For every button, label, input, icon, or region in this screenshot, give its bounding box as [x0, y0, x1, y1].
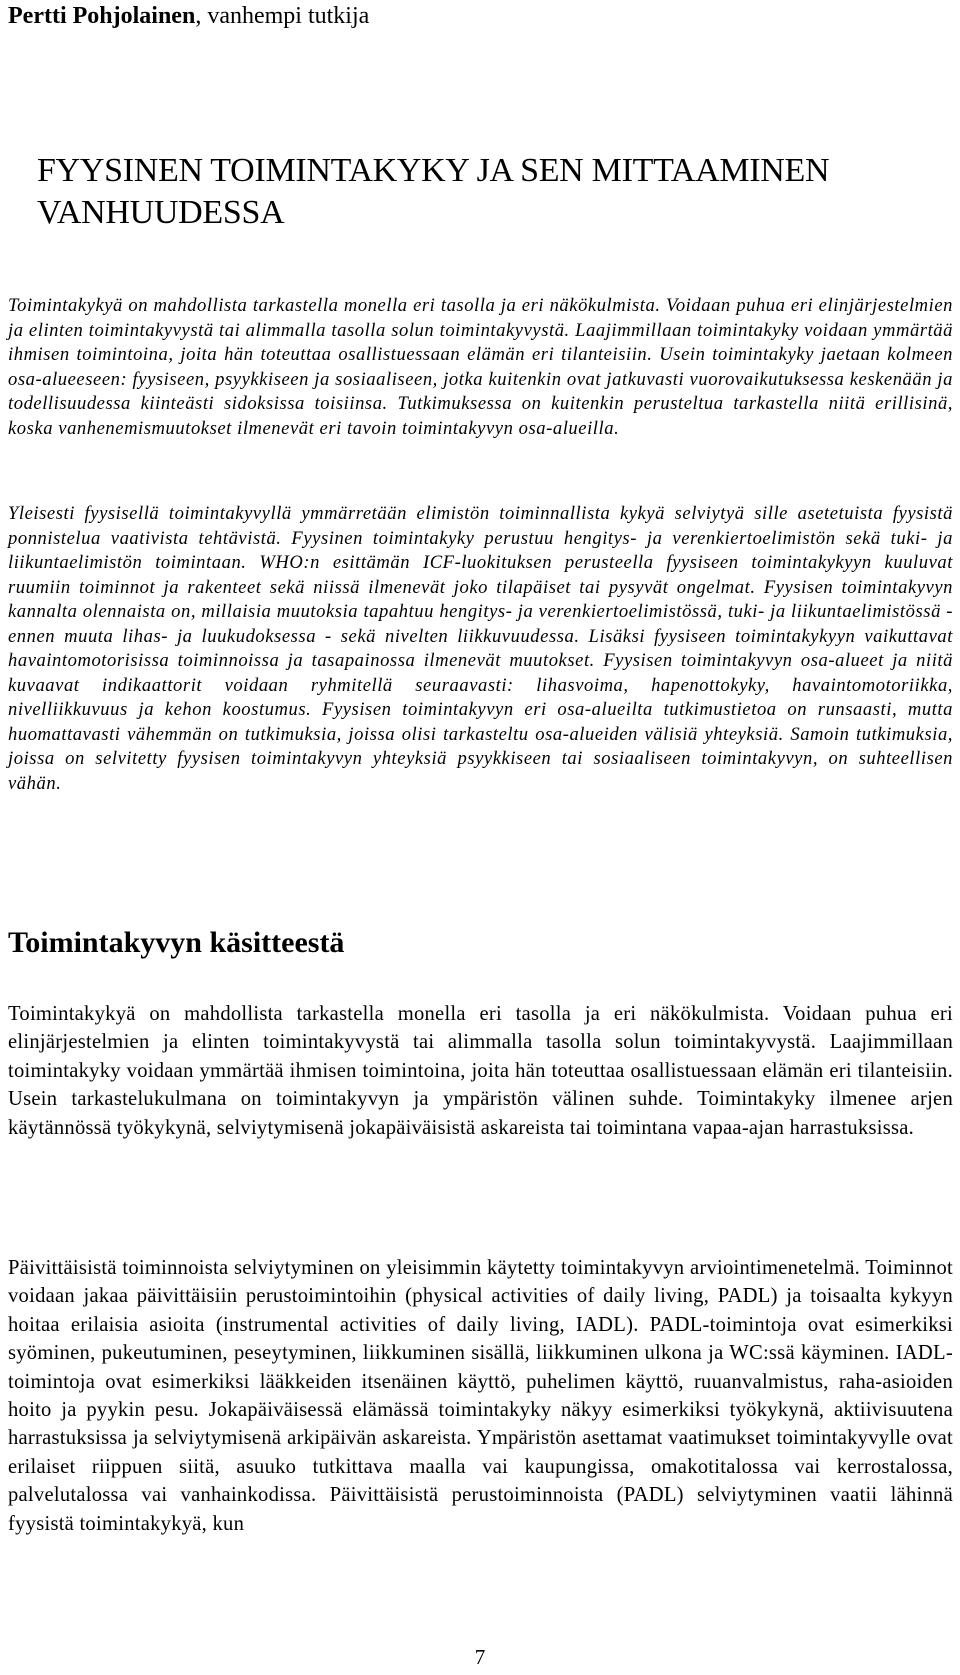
author-name: Pertti Pohjolainen	[8, 3, 196, 29]
body-paragraph: Toimintakykyä on mahdollista tarkastella monella eri tasolla ja eri näkökulmista. Voidaan puhua eri elinjärjestelmien ja elinten toimintakyvystä tai alimmalla tasolla solun toimintakyvystä. Laajimmillaan toimintakyky voidaan ymmärtää ihmisen toimintoina, joita hän toteuttaa osallistuessaan elämän eri tilanteisiin. Usein tarkastelukulmana on toimintakyvyn ja ympäristön välinen suhde. Toimintakyky ilmenee arjen käytännössä työkykynä, selviytymisenä jokapäiväisistä askareista tai toimintana vapaa-ajan harrastuksissa.	[8, 1003, 953, 1139]
document-title: FYYSINEN TOIMINTAKYKY JA SEN MITTAAMINEN VANHUUDESSA	[37, 152, 830, 231]
section-heading: Toimintakyvyn käsitteestä	[8, 926, 345, 959]
author-role: , vanhempi tutkija	[195, 3, 370, 29]
abstract-paragraph: Toimintakykyä on mahdollista tarkastella monella eri tasolla ja eri näkökulmista. Voidaan puhua eri elinjärjestelmien ja elinten toimintakyvystä tai alimmalla tasolla solun toimintakyvystä. Laajimmillaan toimintakyky voidaan ymmärtää ihmisen toimintoina, joita hän toteuttaa osallistuessaan elämän eri tilanteisiin. Usein toimintakyky jaetaan kolmeen osa-alueeseen: fyysiseen, psyykkiseen ja sosiaaliseen, jotka kuitenkin ovat jatkuvasti vuorovaikutuksessa keskenään ja todellisuudessa kiinteästi sidoksissa toisiinsa. Tutkimuksessa on kuitenkin perusteltua tarkastella niitä erillisinä, koska vanhenemismuutokset ilmenevät eri tavoin toimintakyvyn osa-alueilla.	[8, 295, 953, 439]
body-paragraph: Päivittäisistä toiminnoista selviytyminen on yleisimmin käytetty toimintakyvyn arviointimenetelmä. Toiminnot voidaan jakaa päivittäisiin perustoimintoihin (physical activities of daily living, PADL) ja toisaalta kykyyn hoitaa erilaisia asioita (instrumental activities of daily living, IADL). PADL-toimintoja ovat esimerkiksi syöminen, pukeutuminen, peseytyminen, liikkuminen sisällä, liikkuminen ulkona ja WC:ssä käyminen. IADL-toimintoja ovat esimerkiksi lääkkeiden itsenäinen käyttö, puhelimen käyttö, ruuanvalmistus, raha-asioiden hoito ja pyykin pesu. Jokapäiväisessä elämässä toimintakyky näkyy esimerkiksi työkykynä, aktiivisuutena harrastuksissa ja selviytymisenä arkipäivän askareista. Ympäristön asettamat vaatimukset toimintakyvylle ovat erilaiset riippuen siitä, asuuko tutkittava maalla vai kaupungissa, omakotitalossa vai kerrostalossa, palvelutalossa vai vanhainkodissa. Päivittäisistä perustoiminnoista (PADL) selviytyminen vaatii lähinnä fyysistä toimintakykyä, kun	[8, 1257, 953, 1535]
abstract-paragraph: Yleisesti fyysisellä toimintakyvyllä ymmärretään elimistön toiminnallista kykyä selviytyä sille asetetuista fyysistä ponnistelua vaativista tehtävistä. Fyysinen toimintakyky perustuu hengitys- ja verenkiertoelimistön sekä tuki- ja liikuntaelimistön toimintaan. WHO:n esittämän ICF-luokituksen perusteella fyysiseen toimintakykyyn kuuluvat ruumiin toiminnot ja rakenteet sekä niissä ilmenevät joko tilapäiset tai pysyvät ongelmat. Fyysisen toimintakyvyn kannalta olennaista on, millaisia muutoksia tapahtuu hengitys- ja verenkiertoelimistössä, tuki- ja liikuntaelimistössä - ennen muuta lihas- ja luukudoksessa - sekä nivelten liikkuvuudessa. Lisäksi fyysiseen toimintakykyyn vaikuttavat havaintomotorisissa toiminnoissa ja tasapainossa ilmenevät muutokset. Fyysisen toimintakyvyn osa-alueet ja niitä kuvaavat indikaattorit voidaan ryhmitellä seuraavasti: lihasvoima, hapenottokyky, havaintomotoriikka, nivelliikkuvuus ja kehon koostumus. Fyysisen toimintakyvyn eri osa-alueilta tutkimustietoa on runsaasti, mutta huomattavasti vähemmän on tutkimuksia, joissa olisi tarkasteltu osa-alueiden välisiä yhteyksiä. Samoin tutkimuksia, joissa on selvitetty fyysisen toimintakyvyn yhteyksiä psyykkiseen tai sosiaaliseen toimintakyvyn, on suhteellisen vähän.	[8, 503, 953, 794]
author-line	[8, 2, 369, 30]
page-number: 7	[474, 1645, 486, 1669]
